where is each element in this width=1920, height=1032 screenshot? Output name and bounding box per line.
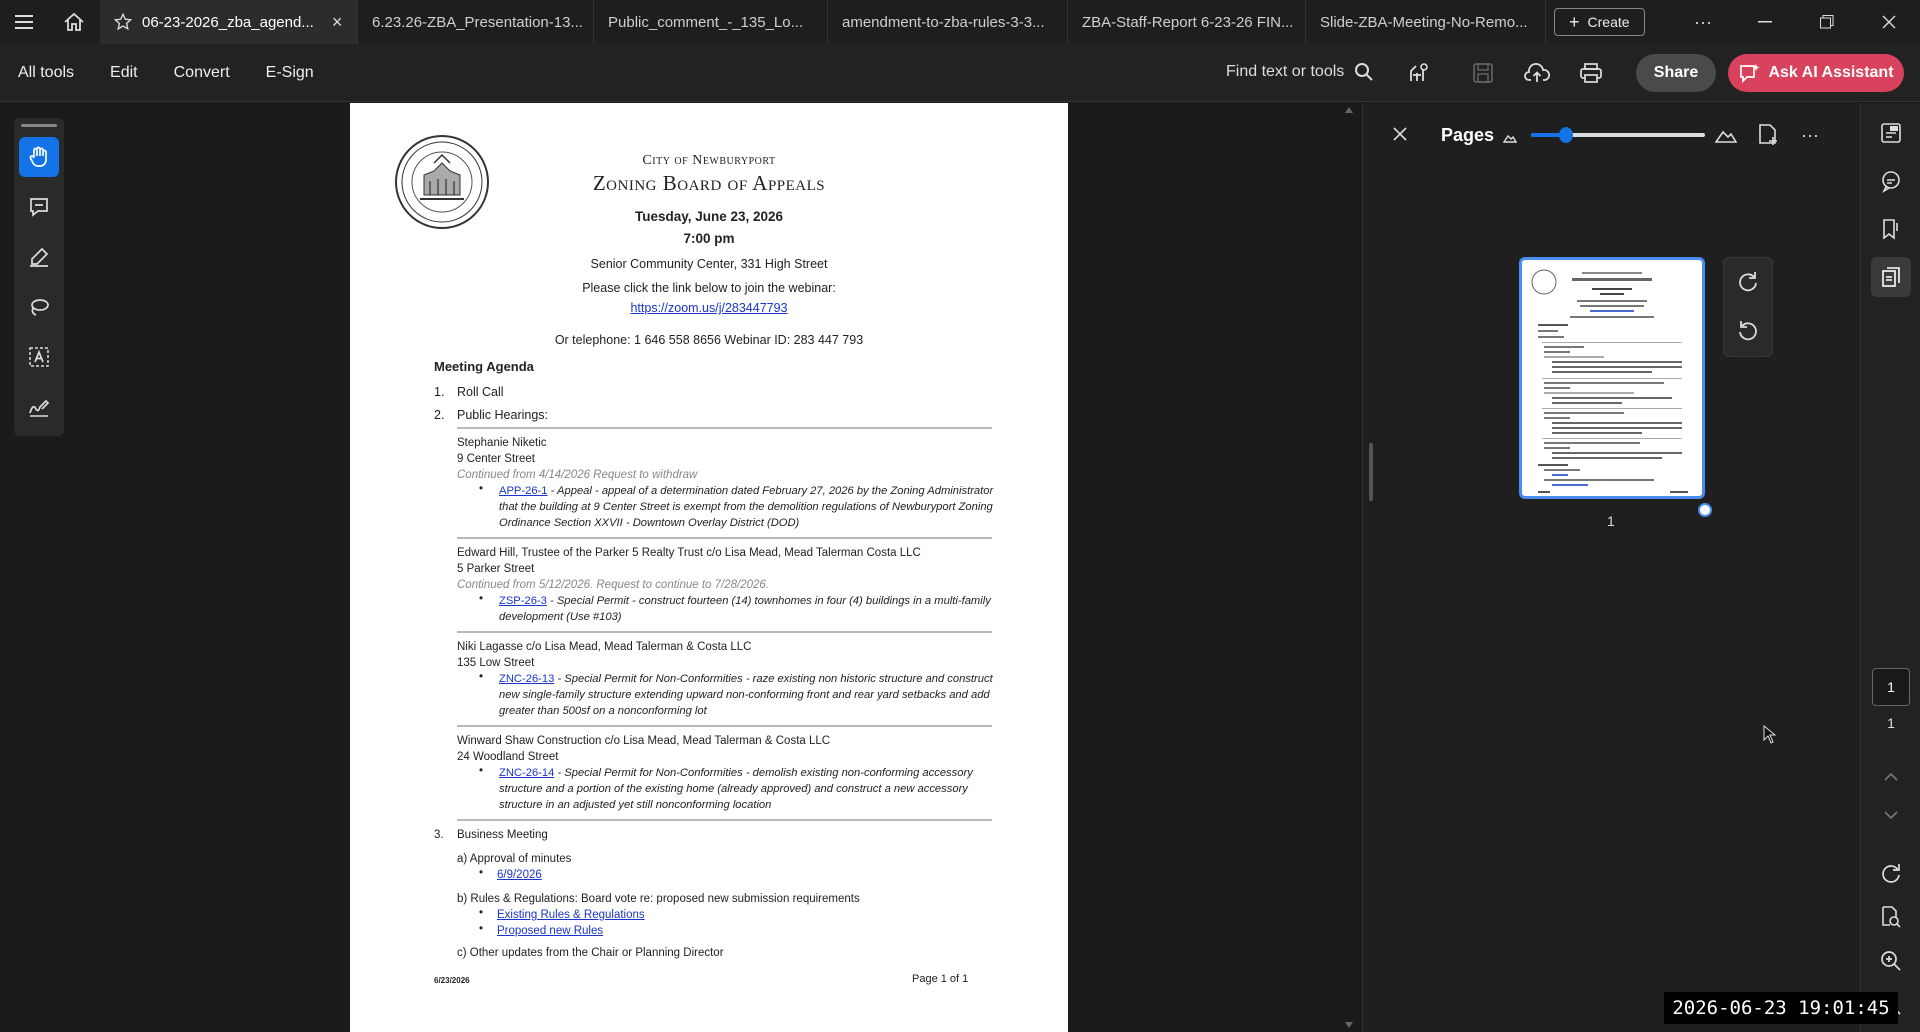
existing-rules-link[interactable]: Existing Rules & Regulations <box>497 909 645 921</box>
meeting-time: 7:00 pm <box>683 231 735 246</box>
item-number: 2. <box>434 408 445 422</box>
total-pages: 1 <box>1887 715 1895 731</box>
divider <box>457 537 992 539</box>
case-text: - Special Permit for Non-Conformities - raze existing non historic structure and construct new single-family structure extending upward non-conforming front and rear yard setbacks and add greater than 500sf on a nonconforming lot <box>499 673 993 717</box>
previous-page-icon[interactable] <box>1875 761 1907 793</box>
rotate-counterclockwise-icon[interactable] <box>1737 320 1759 342</box>
find-text-or-tools[interactable] <box>1226 62 1374 82</box>
plus-icon: + <box>1569 11 1580 32</box>
edit-pdf-icon[interactable] <box>1875 117 1907 149</box>
divider <box>457 631 992 633</box>
ask-ai-assistant-button[interactable] <box>1728 54 1904 92</box>
menu-bar <box>0 44 1920 102</box>
divider <box>457 725 992 727</box>
search-document-icon[interactable] <box>1875 901 1907 933</box>
proposed-rules-link[interactable]: Proposed new Rules <box>497 925 604 937</box>
minimize-icon[interactable] <box>1734 0 1796 44</box>
tab-label: 6.23.26-ZBA_Presentation-13... <box>372 13 583 31</box>
tab-label: Slide-ZBA-Meeting-No-Remo... <box>1320 13 1528 31</box>
tab-staff-report[interactable] <box>1068 0 1306 44</box>
case-text: - Special Permit - construct fourteen (14) townhomes in four (4) buildings in a multi-family development (Use #103) <box>499 595 991 623</box>
close-tab-icon[interactable]: × <box>331 11 343 32</box>
tab-label: amendment-to-zba-rules-3-3... <box>842 13 1045 31</box>
signature-icon <box>27 395 51 419</box>
bullet: • <box>479 671 484 683</box>
lasso-icon <box>27 295 51 319</box>
minutes-link[interactable]: 6/9/2026 <box>497 869 542 881</box>
city-name: City of Newburyport <box>642 153 776 168</box>
item-number: 3. <box>434 829 444 841</box>
more-label: ··· <box>1694 11 1712 32</box>
bullet: • <box>479 867 484 879</box>
hearing-description <box>499 593 999 625</box>
ask-ai-label: Ask AI Assistant <box>1768 64 1894 81</box>
hearing-applicant: Stephanie Niketic <box>457 437 547 449</box>
meeting-location: Senior Community Center, 331 High Street <box>590 257 828 271</box>
bullet: • <box>479 907 484 919</box>
pages-panel-icon[interactable] <box>1871 257 1911 297</box>
menu-e-sign[interactable]: E-Sign <box>265 63 314 81</box>
thumbnail-resize-handle[interactable] <box>1698 503 1712 517</box>
footer-page-number: Page 1 of 1 <box>912 973 969 985</box>
current-page-input[interactable]: 1 <box>1872 668 1910 706</box>
create-button[interactable] <box>1554 8 1645 36</box>
other-updates-item: c) Other updates from the Chair or Planning Director <box>457 947 724 959</box>
hearing-note: Continued from 5/12/2026. Request to continue to 7/28/2026. <box>457 579 769 591</box>
hearing-description <box>499 483 999 531</box>
hearing-address: 24 Woodland Street <box>457 751 559 763</box>
menu-all-tools[interactable]: All tools <box>18 63 75 81</box>
zoom-slider-thumb[interactable] <box>1559 127 1573 143</box>
comment-tool[interactable] <box>19 187 59 227</box>
rotate-controls <box>1723 257 1773 357</box>
next-page-icon[interactable] <box>1875 799 1907 831</box>
roll-call: Roll Call <box>457 385 504 399</box>
menu-edit[interactable]: Edit <box>110 63 138 81</box>
footer-date: 6/23/2026 <box>434 976 470 985</box>
text-box-icon <box>27 345 51 369</box>
left-toolbar <box>14 118 64 436</box>
mouse-cursor-icon <box>1763 725 1777 745</box>
close-panel-icon[interactable] <box>1393 127 1407 141</box>
pages-panel <box>1362 103 1860 1032</box>
tab-amendment-rules[interactable] <box>828 0 1068 44</box>
share-button[interactable] <box>1636 54 1716 92</box>
find-label: Find text or tools <box>1226 63 1345 80</box>
cloud-upload-icon[interactable] <box>1524 60 1550 86</box>
case-link[interactable]: ZNC-26-13 <box>499 673 555 685</box>
share-label: Share <box>1653 64 1699 81</box>
hearing-applicant: Winward Shaw Construction c/o Lisa Mead, Mead Talerman & Costa LLC <box>457 735 831 747</box>
case-text: - Special Permit for Non-Conformities - demolish existing non-conforming accessory structure and a portion of the existing home (already approved) and construct a new accessory structure in an adjusted yet still nonconforming location <box>499 767 973 811</box>
bullet: • <box>479 765 484 777</box>
tab-bar <box>0 0 1920 44</box>
menu-convert[interactable]: Convert <box>173 63 230 81</box>
page-thumbnail[interactable] <box>1519 257 1705 499</box>
hearing-description <box>499 765 999 813</box>
search-icon <box>1354 62 1374 82</box>
item-number: 1. <box>434 385 445 399</box>
tab-zba-presentation[interactable] <box>358 0 594 44</box>
highlight-tool[interactable] <box>19 237 59 277</box>
comments-icon[interactable] <box>1875 165 1907 197</box>
tab-slide-zba[interactable] <box>1306 0 1546 44</box>
star-icon[interactable] <box>114 13 132 31</box>
print-icon[interactable] <box>1578 60 1604 86</box>
timestamp-overlay: 2026-06-23 19:01:45 <box>1664 992 1898 1024</box>
home-icon[interactable] <box>48 0 100 44</box>
save-icon[interactable] <box>1470 60 1496 86</box>
hearing-address: 135 Low Street <box>457 657 535 669</box>
bullet: • <box>479 483 484 495</box>
divider <box>457 427 992 429</box>
telephone-info: Or telephone: 1 646 558 8656 Webinar ID: 283 447 793 <box>554 333 864 347</box>
zoom-link[interactable]: https://zoom.us/j/283447793 <box>630 301 788 315</box>
add-comment-icon <box>27 195 51 219</box>
thumbnail-page-number: 1 <box>1607 513 1615 529</box>
ai-tools-icon[interactable] <box>1406 60 1432 86</box>
restore-icon[interactable] <box>1796 0 1858 44</box>
hearing-address: 9 Center Street <box>457 453 535 465</box>
bookmarks-icon[interactable] <box>1875 213 1907 245</box>
panel-title: Pages <box>1441 125 1495 145</box>
sign-tool[interactable] <box>19 387 59 427</box>
small-mountain-icon <box>1503 133 1517 143</box>
tab-public-comment[interactable] <box>594 0 828 44</box>
business-meeting-heading: Business Meeting <box>457 829 548 841</box>
case-link[interactable]: ZNC-26-14 <box>499 767 555 779</box>
text-select-tool[interactable] <box>19 337 59 377</box>
hand-icon <box>27 145 51 169</box>
toolbar-drag-handle[interactable] <box>21 124 57 127</box>
document-scrollbar[interactable] <box>1342 103 1356 1032</box>
large-mountain-icon <box>1715 127 1737 143</box>
tab-zba-agenda[interactable] <box>100 0 358 44</box>
panel-more-icon[interactable]: ··· <box>1801 125 1819 145</box>
rotate-clockwise-icon[interactable] <box>1737 271 1759 293</box>
divider <box>457 819 992 821</box>
hearing-description <box>499 671 999 719</box>
tab-label: ZBA-Staff-Report 6-23-26 FIN... <box>1082 13 1294 31</box>
bullet: • <box>479 593 484 605</box>
zoom-in-icon[interactable] <box>1875 945 1907 977</box>
case-link[interactable]: ZSP-26-3 <box>499 595 547 607</box>
meeting-date: Tuesday, June 23, 2026 <box>634 209 784 224</box>
more-options-icon[interactable] <box>1672 0 1734 44</box>
draw-tool[interactable] <box>19 287 59 327</box>
webinar-prompt: Please click the link below to join the webinar: <box>582 281 836 295</box>
ai-assistant-icon <box>1738 63 1760 83</box>
close-window-icon[interactable] <box>1858 0 1920 44</box>
rules-regulations-item: b) Rules & Regulations: Board vote re: proposed new submission requirements <box>457 893 860 905</box>
refresh-icon[interactable] <box>1875 857 1907 889</box>
approval-of-minutes: a) Approval of minutes <box>457 853 572 865</box>
hamburger-menu-icon[interactable] <box>0 0 48 44</box>
create-label: Create <box>1587 14 1630 30</box>
hearing-note: Continued from 4/14/2026 Request to withdraw <box>457 469 698 481</box>
hand-tool[interactable] <box>19 137 59 177</box>
board-name: Zoning Board of Appeals <box>592 171 826 195</box>
bullet: • <box>479 923 484 935</box>
case-link[interactable]: APP-26-1 <box>499 485 548 497</box>
agenda-title: Meeting Agenda <box>434 359 534 374</box>
hearing-applicant: Niki Lagasse c/o Lisa Mead, Mead Talerman & Costa LLC <box>457 641 752 653</box>
public-hearings-heading: Public Hearings: <box>457 408 549 422</box>
pen-icon <box>27 245 51 269</box>
hearing-applicant: Edward Hill, Trustee of the Parker 5 Realty Trust c/o Lisa Mead, Mead Talerman Costa LLC <box>457 547 921 559</box>
tab-label: Public_comment_-_135_Lo... <box>608 13 804 31</box>
hearing-address: 5 Parker Street <box>457 563 535 575</box>
right-rail <box>1860 103 1920 1032</box>
pdf-page[interactable] <box>350 103 1068 1032</box>
case-text: - Appeal - appeal of a determination dated February 27, 2026 by the Zoning Administrator that the building at 9 Center Street is exempt from the demolition regulations of Newburyport Zoning Ordinance Section XXVII - Downtown Overlay District (DOD) <box>499 485 994 529</box>
insert-page-icon[interactable] <box>1757 123 1779 147</box>
panel-resize-handle[interactable] <box>1369 443 1373 501</box>
tab-label: 06-23-2026_zba_agend... <box>142 13 314 31</box>
